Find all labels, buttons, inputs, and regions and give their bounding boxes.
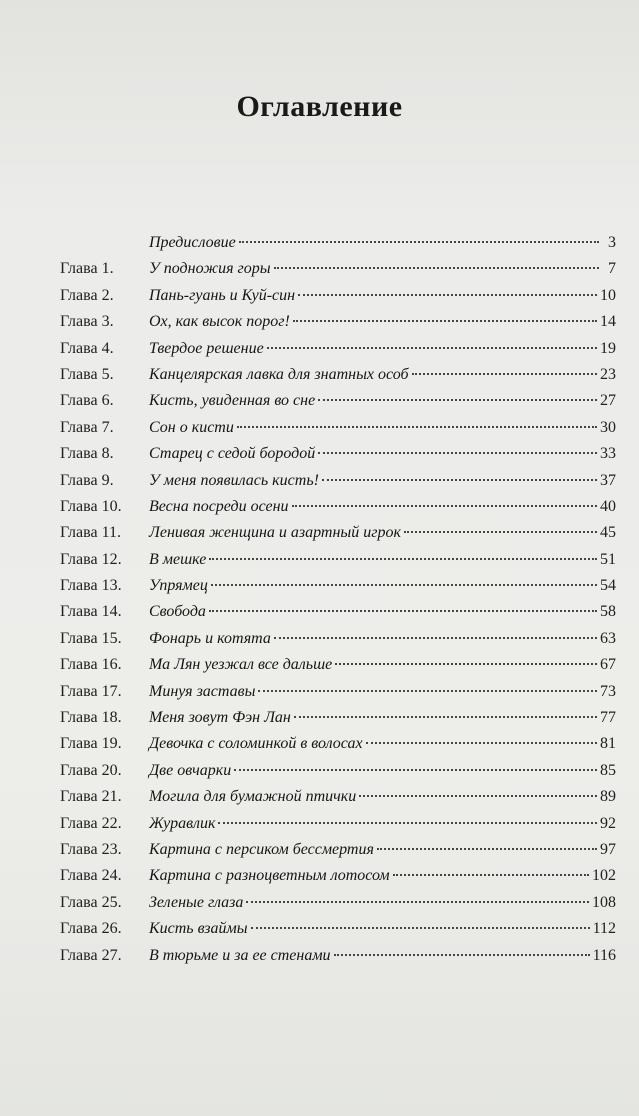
toc-entry — [60, 230, 616, 256]
dot-leader — [209, 557, 597, 560]
dot-leader — [239, 240, 599, 243]
toc-entry — [60, 863, 616, 889]
toc-entry — [60, 547, 616, 573]
chapter-title: Весна посреди осени — [149, 497, 289, 515]
chapter-title: Две овчарки — [149, 761, 232, 779]
toc-entry — [60, 626, 616, 652]
page-title: Оглавление — [236, 90, 403, 123]
chapter-number: Глава 18. — [60, 709, 122, 727]
chapter-number: Глава 4. — [60, 339, 114, 357]
chapter-title: Старец с седой бородой — [149, 445, 316, 463]
toc-entry — [60, 943, 616, 969]
page-number: 67 — [600, 656, 616, 674]
chapter-title: Девочка с соломинкой в волосах — [149, 735, 363, 753]
chapter-title: Твердое решение — [149, 339, 264, 357]
dot-leader — [412, 372, 597, 375]
page-number: 85 — [600, 761, 616, 779]
chapter-number: Глава 2. — [60, 286, 114, 304]
chapter-number: Глава 6. — [60, 392, 114, 410]
chapter-number: Глава 27. — [60, 946, 122, 964]
dot-leader — [293, 319, 597, 322]
page-number: 45 — [600, 524, 616, 542]
dot-leader — [218, 821, 597, 824]
page-number: 3 — [608, 234, 616, 251]
chapter-title: Могила для бумажной птички — [149, 788, 357, 806]
page-number: 37 — [600, 471, 616, 489]
page-number: 14 — [600, 313, 616, 331]
chapter-number: Глава 17. — [60, 682, 122, 700]
dot-leader — [267, 346, 597, 349]
dot-leader — [359, 794, 597, 797]
chapter-number: Глава 3. — [60, 313, 114, 331]
chapter-title: У меня появилась кисть! — [149, 471, 319, 489]
chapter-number: Глава 11. — [60, 524, 121, 542]
chapter-title: Упрямец — [149, 577, 208, 595]
chapter-number: Глава 1. — [60, 260, 114, 278]
chapter-number: Глава 16. — [60, 656, 122, 674]
chapter-title: Минуя заставы — [149, 682, 256, 700]
toc-entry — [60, 837, 616, 863]
toc-entry — [60, 784, 616, 810]
toc-entry — [60, 362, 616, 388]
toc-entry — [60, 256, 616, 282]
chapter-number: Глава 21. — [60, 788, 122, 806]
chapter-number: Глава 5. — [60, 365, 114, 383]
toc-entry — [60, 494, 616, 520]
toc-entry — [60, 599, 616, 625]
toc-entry — [60, 336, 616, 362]
toc-entry — [60, 573, 616, 599]
chapter-title: В тюрьме и за ее стенами — [149, 946, 331, 964]
chapter-number: Глава 24. — [60, 867, 122, 885]
toc-entry — [60, 415, 616, 441]
page-number: 54 — [600, 577, 616, 595]
page-number: 40 — [600, 497, 616, 515]
page-number: 73 — [600, 682, 616, 700]
toc-entry — [60, 705, 616, 731]
chapter-title: Картина с разноцветным лотосом — [149, 867, 390, 885]
toc-entry — [60, 520, 616, 546]
chapter-title: В мешке — [149, 550, 207, 568]
dot-leader — [294, 715, 597, 718]
dot-leader — [274, 266, 599, 269]
dot-leader — [377, 847, 597, 850]
page-number: 33 — [600, 445, 616, 463]
chapter-title: Меня зовут Фэн Лан — [149, 709, 291, 727]
page-number: 81 — [600, 735, 616, 753]
chapter-number: Глава 23. — [60, 840, 122, 858]
page-number: 108 — [592, 893, 616, 911]
chapter-number: Глава 22. — [60, 814, 122, 832]
dot-leader — [274, 636, 597, 639]
page-number: 51 — [600, 550, 616, 568]
toc-entry — [60, 283, 616, 309]
toc-entry — [60, 388, 616, 414]
page-number: 58 — [600, 603, 616, 621]
chapter-number: Глава 7. — [60, 418, 114, 436]
dot-leader — [209, 609, 597, 612]
chapter-title: Канцелярская лавка для знатных особ — [149, 365, 409, 383]
chapter-title: Ох, как высок порог! — [149, 313, 290, 331]
page-number: 116 — [592, 946, 616, 964]
dot-leader — [318, 451, 597, 454]
chapter-title: Ма Лян уезжал все дальше — [149, 656, 333, 674]
toc-entry — [60, 916, 616, 942]
dot-leader — [322, 478, 597, 481]
dot-leader — [211, 583, 597, 586]
toc-entry — [60, 441, 616, 467]
toc-entry — [60, 652, 616, 678]
page-number: 97 — [600, 840, 616, 858]
page-number: 19 — [600, 339, 616, 357]
toc-entry — [60, 731, 616, 757]
chapter-number: Глава 14. — [60, 603, 122, 621]
dot-leader — [335, 662, 597, 665]
page-number: 23 — [600, 365, 616, 383]
chapter-title: Кисть, увиденная во сне — [149, 392, 316, 410]
chapter-title: Картина с персиком бессмертия — [149, 840, 374, 858]
dot-leader — [298, 293, 597, 296]
page-number: 27 — [600, 392, 616, 410]
chapter-number: Глава 25. — [60, 893, 122, 911]
chapter-title: Предисловие — [149, 234, 236, 251]
dot-leader — [318, 398, 597, 401]
dot-leader — [246, 900, 589, 903]
chapter-number: Глава 20. — [60, 761, 122, 779]
page-number: 89 — [600, 788, 616, 806]
page-number: 63 — [600, 629, 616, 647]
toc-entry — [60, 758, 616, 784]
chapter-title: Зеленые глаза — [149, 893, 244, 911]
dot-leader — [404, 530, 597, 533]
toc-entry — [60, 679, 616, 705]
page-number: 112 — [592, 920, 616, 938]
chapter-title: Кисть взаймы — [149, 920, 248, 938]
chapter-number: Глава 12. — [60, 550, 122, 568]
chapter-title: Журавлик — [149, 814, 216, 832]
toc-entry — [60, 890, 616, 916]
chapter-title: У подножия горы — [149, 260, 271, 278]
dot-leader — [292, 504, 597, 507]
chapter-number: Глава 13. — [60, 577, 122, 595]
toc-entry — [60, 468, 616, 494]
table-of-contents — [60, 230, 616, 969]
dot-leader — [393, 873, 589, 876]
page-number: 77 — [600, 709, 616, 727]
chapter-number: Глава 19. — [60, 735, 122, 753]
chapter-title: Ленивая женщина и азартный игрок — [149, 524, 401, 542]
chapter-number: Глава 8. — [60, 445, 114, 463]
dot-leader — [334, 953, 590, 956]
chapter-title: Свобода — [149, 603, 206, 621]
dot-leader — [234, 768, 597, 771]
dot-leader — [251, 926, 590, 929]
chapter-title: Сон о кисти — [149, 418, 234, 436]
page-number: 102 — [592, 867, 616, 885]
page-number: 7 — [608, 260, 616, 278]
page-number: 92 — [600, 814, 616, 832]
dot-leader — [366, 741, 597, 744]
chapter-number: Глава 10. — [60, 497, 122, 515]
page-number: 10 — [600, 286, 616, 304]
chapter-title: Фонарь и котята — [149, 629, 271, 647]
toc-entry — [60, 811, 616, 837]
dot-leader — [258, 689, 597, 692]
page-number: 30 — [600, 418, 616, 436]
toc-entry — [60, 309, 616, 335]
dot-leader — [237, 425, 597, 428]
chapter-number: Глава 15. — [60, 629, 122, 647]
chapter-number: Глава 26. — [60, 920, 122, 938]
chapter-number: Глава 9. — [60, 471, 114, 489]
chapter-title: Пань-гуань и Куй-син — [149, 286, 296, 304]
